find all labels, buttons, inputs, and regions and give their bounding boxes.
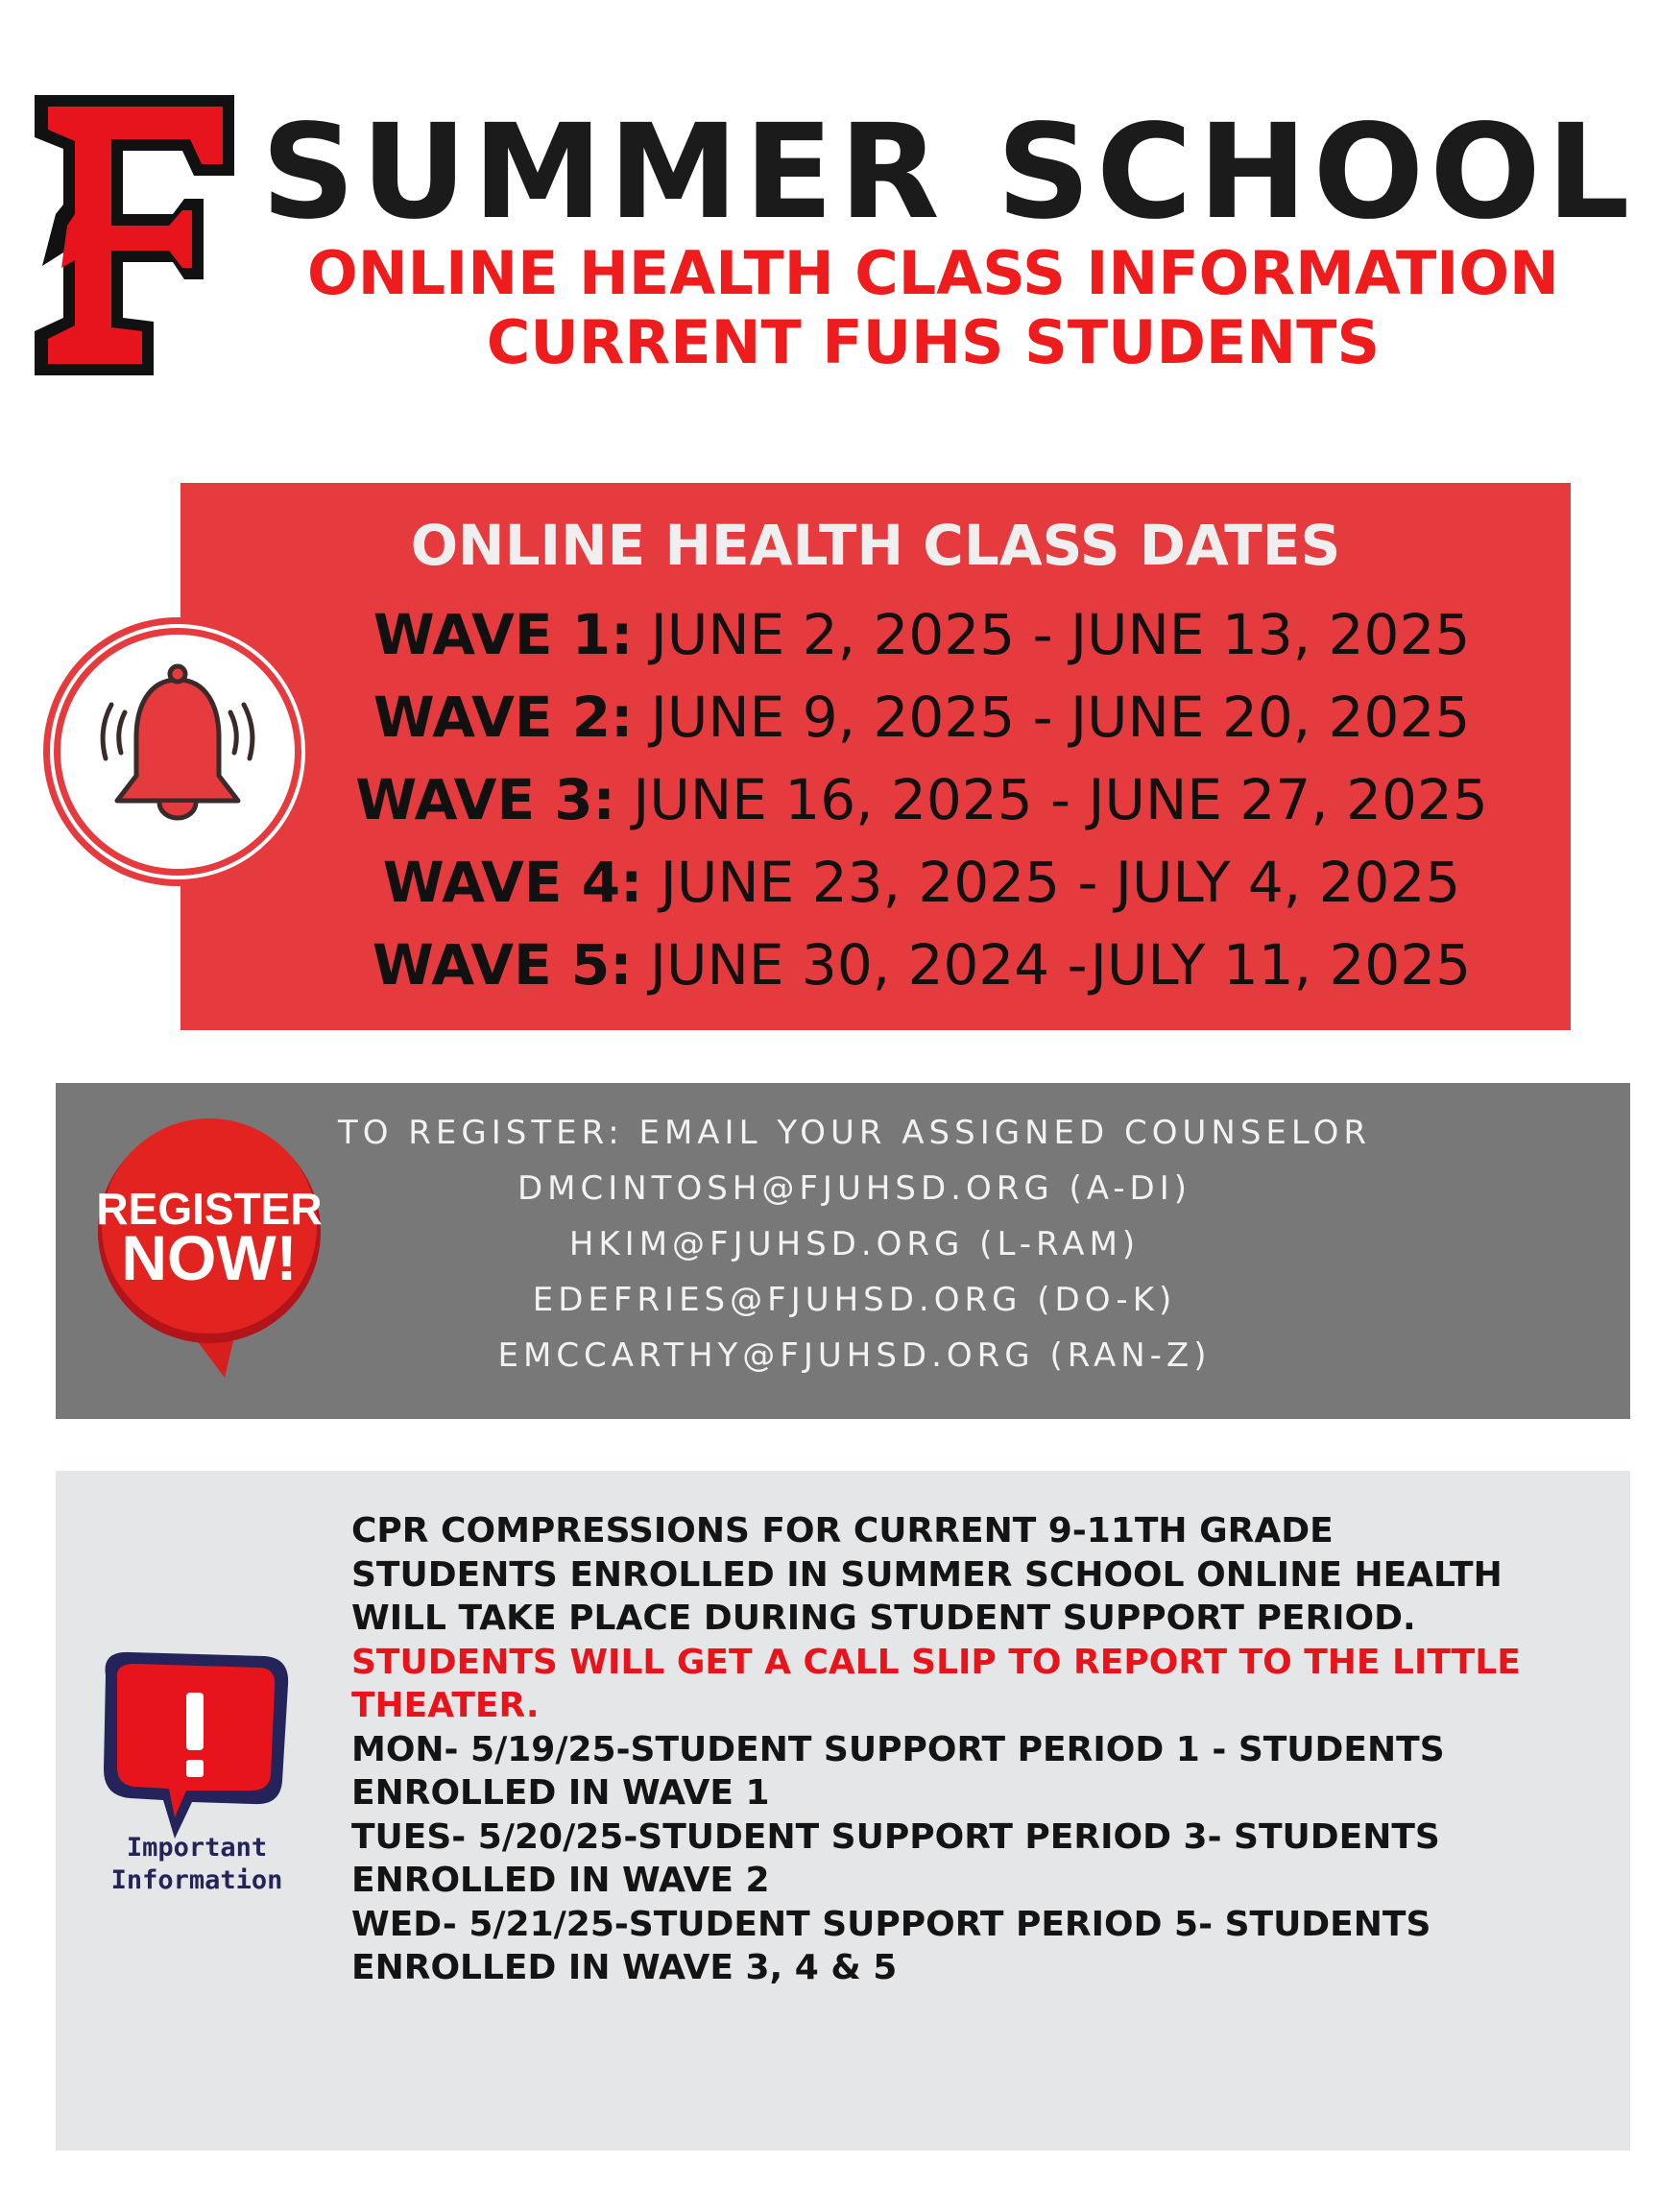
wave-range: JUNE 9, 2025 - JUNE 20, 2025 — [633, 685, 1471, 750]
wave-label: WAVE 2: — [373, 685, 634, 750]
subtitle-online-health: ONLINE HEALTH CLASS INFORMATION — [307, 238, 1559, 308]
info-caption: Important — [126, 1833, 268, 1863]
info-line: WILL TAKE PLACE DURING STUDENT SUPPORT PERIOD. — [351, 1599, 1416, 1638]
exclamation-speech-bubble-icon — [92, 1647, 296, 1848]
counselor-email[interactable]: HKIM@FJUHSD.ORG (L-RAM) — [568, 1225, 1141, 1263]
info-text — [351, 1509, 1619, 1990]
wave-range: JUNE 16, 2025 - JUNE 27, 2025 — [614, 767, 1488, 832]
register-instruction: TO REGISTER: EMAIL YOUR ASSIGNED COUNSELOR — [337, 1114, 1372, 1152]
counselor-email[interactable]: EMCCARTHY@FJUHSD.ORG (RAN-Z) — [497, 1336, 1212, 1375]
wave-label: WAVE 3: — [355, 767, 615, 832]
badge-register-text: REGISTER — [96, 1184, 323, 1234]
wave-row — [298, 924, 1546, 1006]
info-line-highlight: THEATER. — [351, 1686, 540, 1725]
schedule-line: MON- 5/19/25-STUDENT SUPPORT PERIOD 1 - STUDENTS — [351, 1729, 1445, 1769]
schedule-line: ENROLLED IN WAVE 1 — [351, 1773, 770, 1813]
dates-heading: ONLINE HEALTH CLASS DATES — [410, 513, 1341, 578]
wave-range: JUNE 30, 2024 -JULY 11, 2025 — [632, 932, 1472, 998]
wave-range: JUNE 2, 2025 - JUNE 13, 2025 — [633, 602, 1471, 667]
schedule-line: TUES- 5/20/25-STUDENT SUPPORT PERIOD 3- STUDENTS — [351, 1816, 1440, 1857]
wave-label: WAVE 4: — [382, 850, 643, 915]
schedule-line: WED- 5/21/25-STUDENT SUPPORT PERIOD 5- STUDENTS — [351, 1904, 1431, 1944]
wave-row — [298, 593, 1546, 676]
wave-row — [298, 758, 1546, 841]
bell-alert-icon — [38, 613, 317, 891]
school-logo-f — [29, 91, 242, 379]
counselor-email[interactable]: DMCINTOSH@FJUHSD.ORG (A-DI) — [517, 1169, 1192, 1208]
info-line: STUDENTS ENROLLED IN SUMMER SCHOOL ONLINE HEALTH — [351, 1554, 1503, 1595]
info-line-highlight: STUDENTS WILL GET A CALL SLIP TO REPORT TO THE LITTLE — [351, 1642, 1521, 1682]
subtitle-current-students: CURRENT FUHS STUDENTS — [486, 307, 1381, 377]
schedule-line: ENROLLED IN WAVE 3, 4 & 5 — [351, 1948, 898, 1987]
page-title: SUMMER SCHOOL — [261, 97, 1636, 249]
counselor-email[interactable]: EDEFRIES@FJUHSD.ORG (DO-K) — [532, 1281, 1177, 1319]
info-line: CPR COMPRESSIONS FOR CURRENT 9-11TH GRADE — [351, 1511, 1334, 1551]
wave-label: WAVE 1: — [373, 602, 634, 667]
wave-label: WAVE 5: — [372, 932, 633, 998]
wave-row — [298, 841, 1546, 924]
info-caption: Information — [110, 1865, 283, 1895]
badge-now-text: NOW! — [121, 1222, 298, 1293]
wave-row — [298, 676, 1546, 758]
wave-range: JUNE 23, 2025 - JULY 4, 2025 — [642, 850, 1461, 915]
schedule-line: ENROLLED IN WAVE 2 — [351, 1861, 770, 1900]
